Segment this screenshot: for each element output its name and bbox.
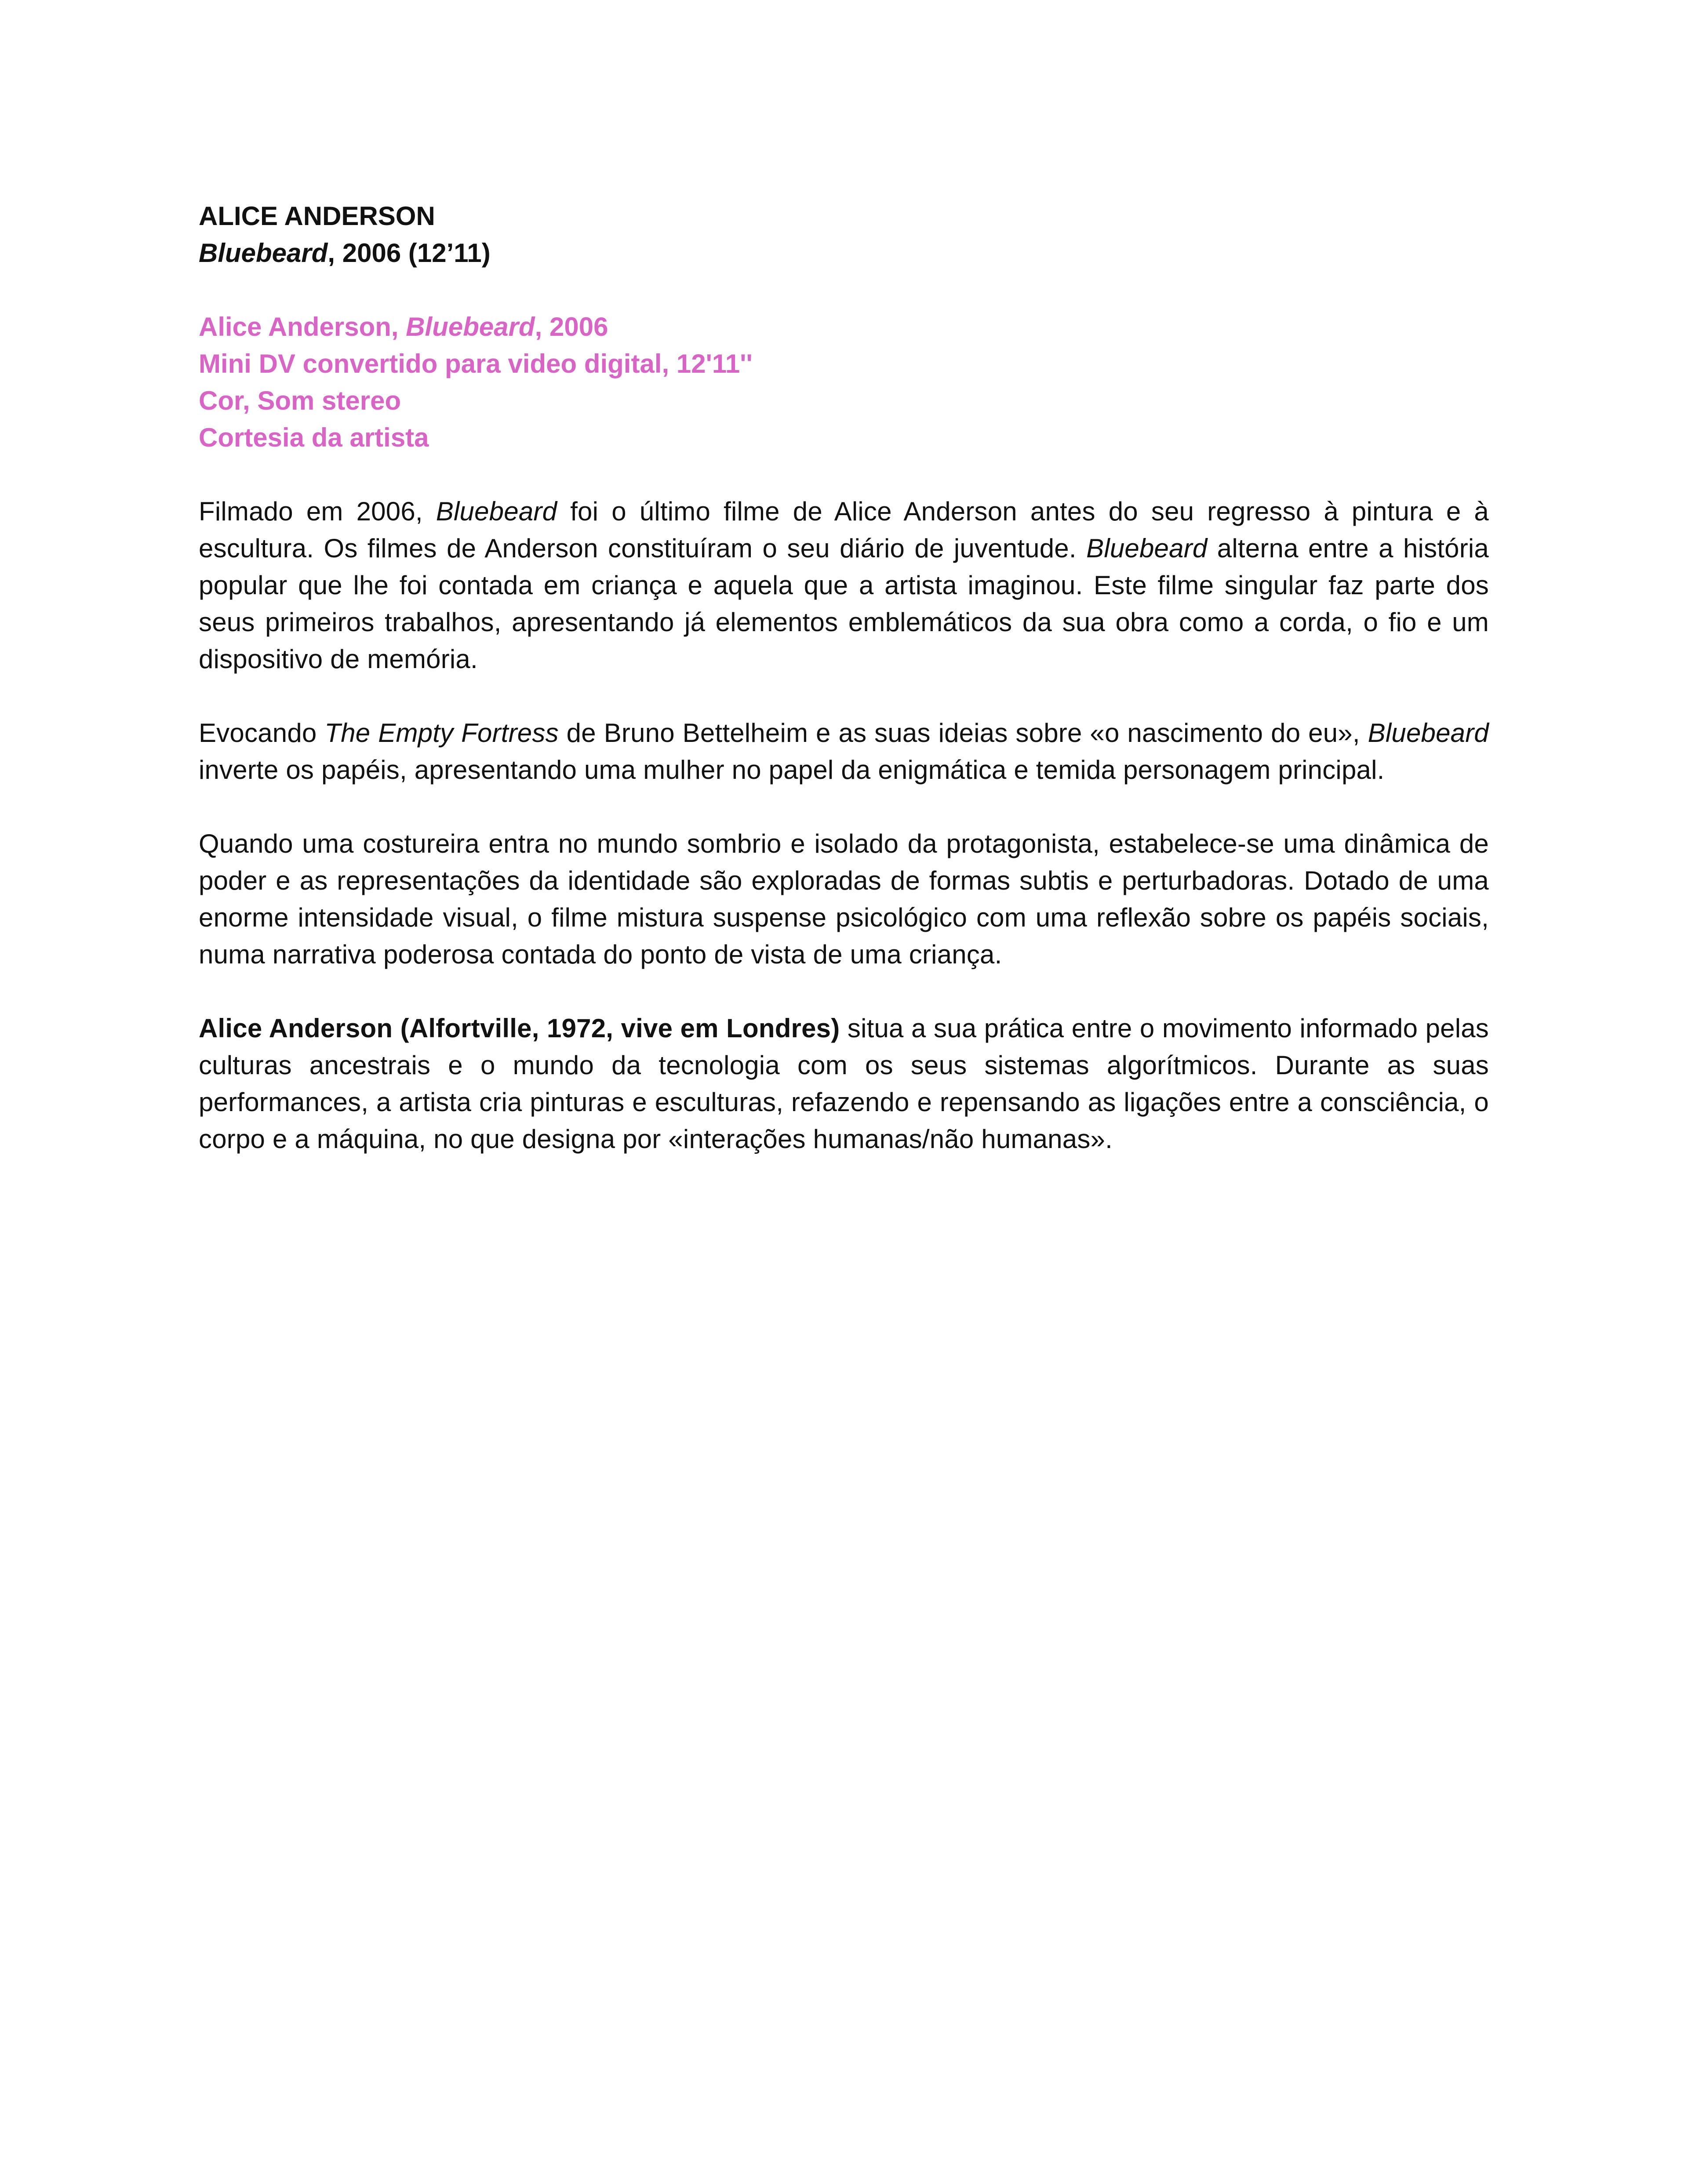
credit-year: , 2006 [535, 312, 608, 342]
text-run: foi o último filme de Alice Anderson antes do seu regresso à pintura e à escultura. Os filmes de Anderson constituíram o seu diário de juventude. [199, 497, 1489, 563]
text-run: Evocando [199, 718, 325, 748]
bio-lead: Alice Anderson (Alfortville, 1972, vive em Londres) [199, 1014, 840, 1043]
text-run: situa a sua prática entre o movimento informado pelas culturas ancestrais e o mundo da tecnologia com os seus sistemas algorítmicos. Durante as suas performances, a artista cria pinturas e esculturas, refazendo e repensando as ligações entre a consciência, o corpo e a máquina, no que designa por «interações humanas/não humanas». [199, 1014, 1489, 1154]
credit-work-title: Bluebeard [406, 312, 535, 342]
credit-line-color-sound: Cor, Som stereo [199, 386, 401, 415]
work-date-duration: , 2006 (12’11) [327, 238, 491, 268]
paragraph-2 [199, 715, 1489, 789]
text-run: alterna entre a história popular que lhe foi contada em criança e aquela que a artista imaginou. Este filme singular faz parte dos seus primeiros trabalhos, apresentando já elementos emblemáticos da sua obra como a corda, o fio e um dispositivo de memória. [199, 534, 1489, 674]
artist-name: ALICE ANDERSON [199, 201, 435, 231]
body-text [199, 493, 1489, 1158]
paragraph-4-bio [199, 1010, 1489, 1158]
paragraph-3: Quando uma costureira entra no mundo sombrio e isolado da protagonista, estabelece-se uma dinâmica de poder e as representações da identidade são exploradas de formas subtis e perturbadoras. Dotado de uma enorme intensidade visual, o filme mistura suspense psicológico com uma reflexão sobre os papéis sociais, numa narrativa poderosa contada do ponto de vista de uma criança. [199, 829, 1489, 969]
italic-title: Bluebeard [436, 497, 557, 526]
italic-title: Bluebeard [1368, 718, 1489, 748]
credits-block [199, 309, 1489, 456]
header-block [199, 198, 1489, 272]
credit-line-title [199, 309, 1489, 345]
credit-artist: Alice Anderson, [199, 312, 406, 342]
document-page [199, 198, 1489, 1158]
work-title: Bluebeard [199, 238, 328, 268]
italic-title: The Empty Fortress [324, 718, 559, 748]
work-title-line [199, 235, 1489, 272]
text-run: Filmado em 2006, [199, 497, 436, 526]
credit-line-format: Mini DV convertido para video digital, 12'11'' [199, 349, 753, 378]
paragraph-1 [199, 493, 1489, 678]
italic-title: Bluebeard [1086, 534, 1208, 563]
text-run: de Bruno Bettelheim e as suas ideias sobre «o nascimento do eu», [558, 718, 1368, 748]
credit-line-courtesy: Cortesia da artista [199, 423, 429, 452]
text-run: inverte os papéis, apresentando uma mulher no papel da enigmática e temida personagem principal. [199, 755, 1385, 785]
